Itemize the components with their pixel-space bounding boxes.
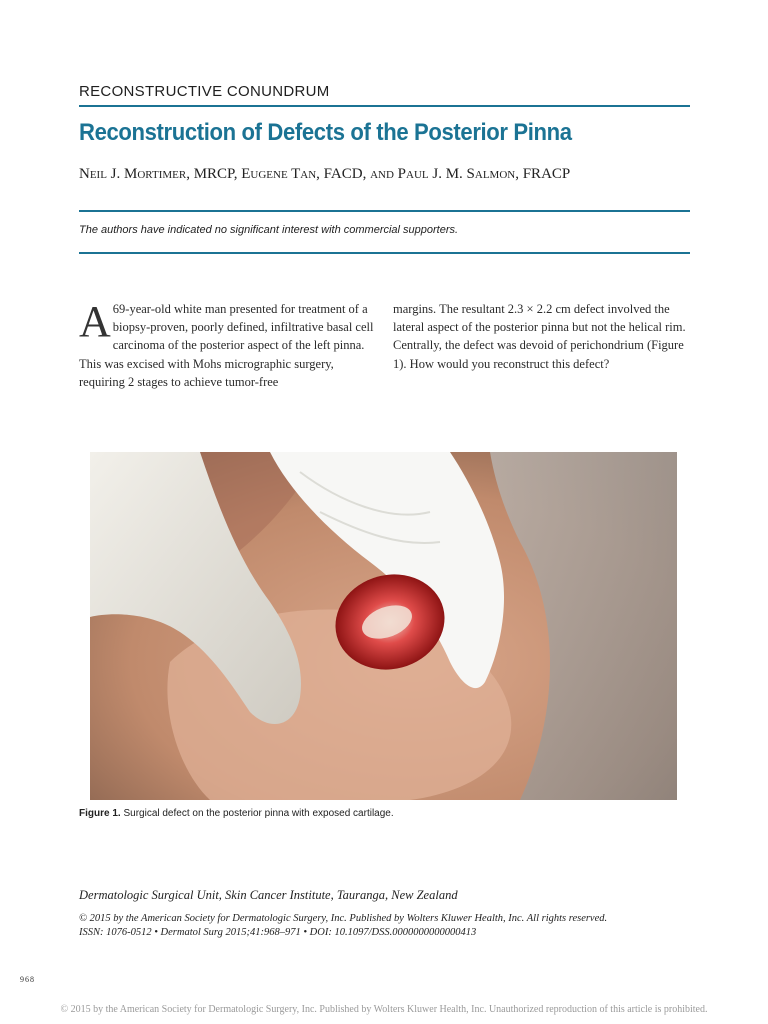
disclosure-top-rule (79, 210, 690, 212)
body-column-1 (79, 297, 376, 391)
drop-cap: A (79, 297, 111, 346)
issn-doi-line: ISSN: 1076-0512 • Dermatol Surg 2015;41:968–971 • DOI: 10.1097/DSS.0000000000000413 (79, 927, 477, 938)
header-rule (79, 105, 690, 107)
affiliation: Dermatologic Surgical Unit, Skin Cancer Institute, Tauranga, New Zealand (79, 888, 458, 902)
section-label: RECONSTRUCTIVE CONUNDRUM (79, 83, 330, 100)
disclosure-statement: The authors have indicated no significant interest with commercial supporters. (79, 224, 459, 236)
caption-text: Surgical defect on the posterior pinna with exposed cartilage. (123, 808, 394, 819)
article-title: Reconstruction of Defects of the Posterior Pinna (79, 119, 572, 146)
copyright-block (79, 912, 607, 940)
body-text-col1: 69-year-old white man presented for treatment of a biopsy-proven, poorly defined, infiltrative basal cell carcinoma of the posterior aspect of the left pinna. This was excised with Mohs micrographic surgery, requiring 2 stages to achieve tumor-free (79, 302, 374, 389)
body-text-col2: margins. The resultant 2.3 × 2.2 cm defect involved the lateral aspect of the posterior pinna but not the helical rim. Centrally, the defect was devoid of perichondrium (Figure 1). How would you reconstruct this defect? (393, 302, 686, 371)
figure-caption (79, 808, 394, 819)
figure-1-photo (90, 452, 677, 800)
body-column-2 (393, 300, 690, 373)
footer-notice: © 2015 by the American Society for Dermatologic Surgery, Inc. Published by Wolters Kluwer Health, Inc. Unauthorized reproduction of this article is prohibited. (60, 1004, 708, 1015)
copyright-line: © 2015 by the American Society for Dermatologic Surgery, Inc. Published by Wolters Kluwer Health, Inc. All rights reserved. (79, 913, 608, 924)
disclosure-bottom-rule (79, 252, 690, 254)
author-list: Neil J. Mortimer, MRCP, Eugene Tan, FACD, and Paul J. M. Salmon, FRACP (79, 166, 571, 182)
page-number: 968 (20, 975, 35, 984)
caption-label: Figure 1. (79, 808, 121, 819)
